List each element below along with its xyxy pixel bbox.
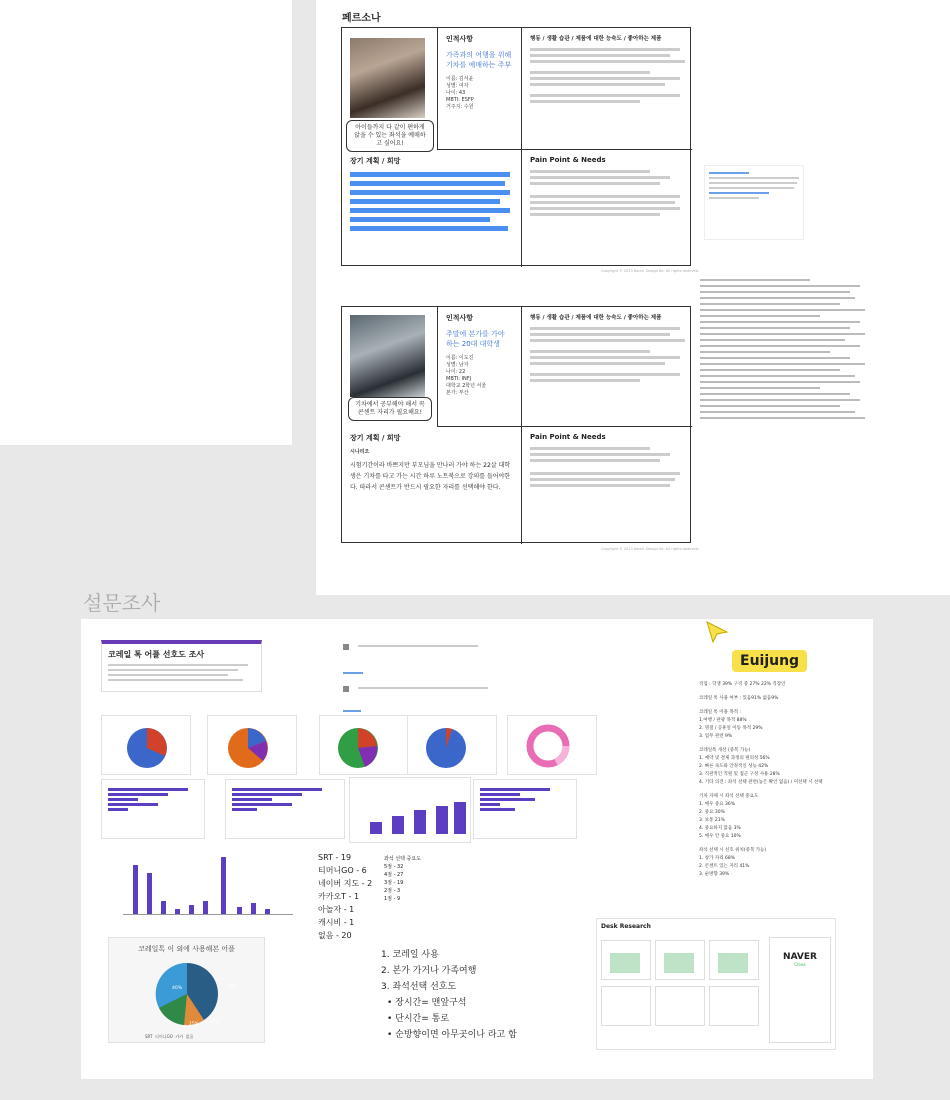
pie-legend [145, 1034, 193, 1040]
app-count-item: 카카오T - 1 [318, 892, 360, 901]
persona2-headline: 주말에 본가를 가야 하는 20대 대학생 [446, 330, 505, 348]
finding-bullet: 장시간= 맨앞구석 [395, 998, 467, 1008]
finding-bullet: 단시간= 통로 [395, 1014, 450, 1024]
persona1-gender: 성별: 여자 [446, 83, 469, 89]
note-line: 3. 순방향 39% [699, 872, 730, 877]
findings-list: 1. 코레일 사용 2. 본가 가거나 가족여행 3. 좌석선택 선호도 • 장시간= 맨앞구석 • 단시간= 통로 • 순방향이면 아무곳이나 라고 함 [381, 947, 517, 1043]
note-line: 코레일 톡 이용 목적 : [699, 710, 742, 715]
persona2-gender: 성별: 남자 [446, 362, 469, 368]
persona-heading: 페르소나 [342, 13, 381, 24]
survey-form-title: 코레일 톡 어플 선호도 조사 [108, 650, 205, 659]
note-line: 1. 예약 및 결제 과정의 편의성 56% [699, 756, 770, 761]
hbar-chart-1 [101, 779, 205, 839]
naver-clova-card [769, 937, 831, 1043]
finding-item: 3. 좌석선택 선호도 [381, 982, 457, 992]
note-line: 2. 명절 / 공휴일 이동 목적 29% [699, 726, 763, 731]
persona2-photo [350, 315, 425, 397]
persona-frame [316, 0, 950, 595]
note-line: 5. 매우 안 중요 10% [699, 834, 741, 839]
survey-notes [699, 681, 869, 879]
note-line: 기차 자체 시 좌석 선택 중요도 [699, 794, 759, 799]
seat-importance-list [384, 855, 421, 903]
copyright-2: Copyright © 2023 Korail. Design Kit. All rights reserved. [601, 547, 700, 551]
hbar-chart-3 [473, 779, 577, 839]
left-board [0, 0, 292, 445]
note-line: 4. 중요하지 않음 3% [699, 826, 741, 831]
note-line: 2. 중요 30% [699, 810, 725, 815]
naver-logo: NAVER [783, 952, 817, 962]
form-question-1[interactable] [343, 635, 503, 675]
note-line: 3. 보통 21% [699, 818, 725, 823]
research-note [704, 165, 804, 240]
persona1-behavior-title: 행동 / 생활 습관 / 제품에 대한 능숙도 / 좋아하는 제품 [530, 36, 662, 42]
seat-title: 좌석 선택 중요도 [384, 856, 421, 862]
persona-card-2 [341, 306, 691, 543]
pie-label: 38% [227, 984, 238, 989]
donut-chart [507, 715, 597, 775]
note-line: 1. 매우 중요 36% [699, 802, 735, 807]
persona2-mbti: MBTI: INFJ [446, 376, 472, 382]
app-count-item: 아놀자 - 1 [318, 905, 355, 914]
survey-board [81, 619, 873, 1079]
note-line: 2. 빠른 속도와 안정적인 성능 42% [699, 764, 769, 769]
copyright-1: Copyright © 2023 Korail. Design Kit. All rights reserved. [601, 269, 700, 273]
note-line: 직업 : 학생 39% 구직 중 27% 22% 직장인 [699, 682, 786, 687]
other-apps-pie-title: 코레일톡 이 외에 사용해본 어플 [138, 945, 235, 953]
seat-count-item: 1점 - 9 [384, 896, 401, 902]
hbar-chart-2 [225, 779, 345, 839]
persona2-home: 본가: 부산 [446, 390, 469, 396]
note-line: 1. 창가 자리 68% [699, 856, 735, 861]
note-line: 3. 업무 관련 9% [699, 734, 733, 739]
note-line: 코레일톡 개선 (중복 가능) [699, 748, 751, 753]
seat-count-item: 5점 - 32 [384, 864, 404, 870]
cursor-user-label: Euijung [732, 650, 807, 672]
app-count-item: 네이버 지도 - 2 [318, 879, 373, 888]
seat-count-item: 3점 - 19 [384, 880, 404, 886]
app-count-item: 캐시비 - 1 [318, 918, 355, 927]
persona1-quote: 아이들까지 다 같이 편하게 앉을 수 있는 좌석을 예매하고 싶어요! [346, 120, 434, 152]
finding-item: 1. 코레일 사용 [381, 950, 439, 960]
note-line: 4. 기타 의견 : 좌석 선택 관련(높은 확인 없음) / 미선택 시 선택 [699, 780, 823, 785]
persona2-name: 이름: 이도진 [446, 355, 474, 361]
persona1-mbti: MBTI: ESFP [446, 97, 474, 103]
note-line: 좌석 선택 시 선호 위치(중복 가능) [699, 848, 767, 853]
survey-form-card [101, 640, 262, 692]
persona-card-1 [341, 27, 691, 266]
pie-chart-4 [407, 715, 497, 775]
persona1-age: 나이: 43 [446, 90, 466, 96]
legend-item: 없음 [185, 1034, 194, 1039]
desk-research-card [596, 918, 836, 1050]
pie-label: 12% [209, 1020, 220, 1025]
seat-count-item: 2점 - 3 [384, 888, 401, 894]
persona1-goals-title: 장기 계획 / 희망 [350, 157, 401, 165]
note-line: 2. 콘센트 있는 자리 41% [699, 864, 750, 869]
finding-bullet: 순방향이면 아무곳이나 라고 함 [395, 1030, 517, 1040]
pie-chart-1 [101, 715, 191, 775]
persona2-behavior-title: 행동 / 생활 습관 / 제품에 대한 능숙도 / 좋아하는 제품 [530, 315, 662, 321]
note-line: 3. 직관적인 직원 및 접근 구성 사용 28% [699, 772, 780, 777]
persona1-residence: 거주지: 수원 [446, 104, 474, 110]
persona1-info-title: 인적사항 [446, 35, 474, 43]
pie-label: 15% [189, 1022, 200, 1027]
persona2-age: 나이: 22 [446, 369, 466, 375]
pie-label: 40% [172, 986, 183, 991]
persona2-scenario-label: 시나리오 [350, 449, 370, 455]
note-line: 1.여행 / 관광 목적 88% [699, 718, 747, 723]
pie-chart-3 [319, 715, 409, 775]
form-question-2[interactable] [343, 677, 503, 707]
naver-sub: Clova [794, 962, 806, 967]
vbar-chart [349, 777, 471, 843]
app-usage-bar-chart [103, 841, 303, 923]
seat-count-item: 4점 - 27 [384, 872, 404, 878]
note-line: 코레일 톡 사용 여부 : 있음91% 없음9% [699, 696, 779, 701]
finding-item: 2. 본가 가거나 가족여행 [381, 966, 477, 976]
persona2-info-title: 인적사항 [446, 314, 474, 322]
legend-item: 카카 [175, 1034, 184, 1039]
legend-item: SRT [145, 1034, 153, 1039]
legend-item: 티머니GO [155, 1034, 173, 1039]
persona2-goals-title: 장기 계획 / 희망 [350, 434, 401, 442]
persona1-photo [350, 38, 425, 118]
pie-chart-2 [207, 715, 297, 775]
persona2-quote: 기차에서 공부해야 해서 꼭 콘센트 자리가 필요해요! [348, 397, 432, 421]
persona2-pain-title: Pain Point & Needs [530, 433, 606, 441]
desk-research-title: Desk Research [601, 923, 651, 930]
app-count-item: 티머니GO - 6 [318, 866, 367, 875]
persona1-pain-title: Pain Point & Needs [530, 156, 606, 164]
app-count-item: SRT - 19 [318, 853, 352, 862]
persona1-name: 이름: 김서윤 [446, 76, 474, 82]
survey-heading: 설문조사 [83, 591, 161, 615]
side-notes [700, 275, 870, 423]
app-count-item: 없음 - 20 [318, 931, 352, 940]
cursor-arrow-icon [705, 620, 729, 648]
persona2-school: 대학교 2학년 서울 [446, 383, 487, 389]
app-counts-list [318, 851, 372, 942]
persona2-scenario-text: 시험기간이라 바쁘지만 부모님을 만나러 가야 하는 22살 대학생은 기차를 타고 가는 시간 하루 노트북으로 강의를 들어야한다. 따라서 콘센트가 반드시 필요한 자리를 선택해야 한다. [350, 462, 511, 491]
persona1-headline: 가족과의 여행을 위해 기차를 예매하는 주부 [446, 51, 512, 69]
other-apps-pie-card [108, 937, 265, 1043]
